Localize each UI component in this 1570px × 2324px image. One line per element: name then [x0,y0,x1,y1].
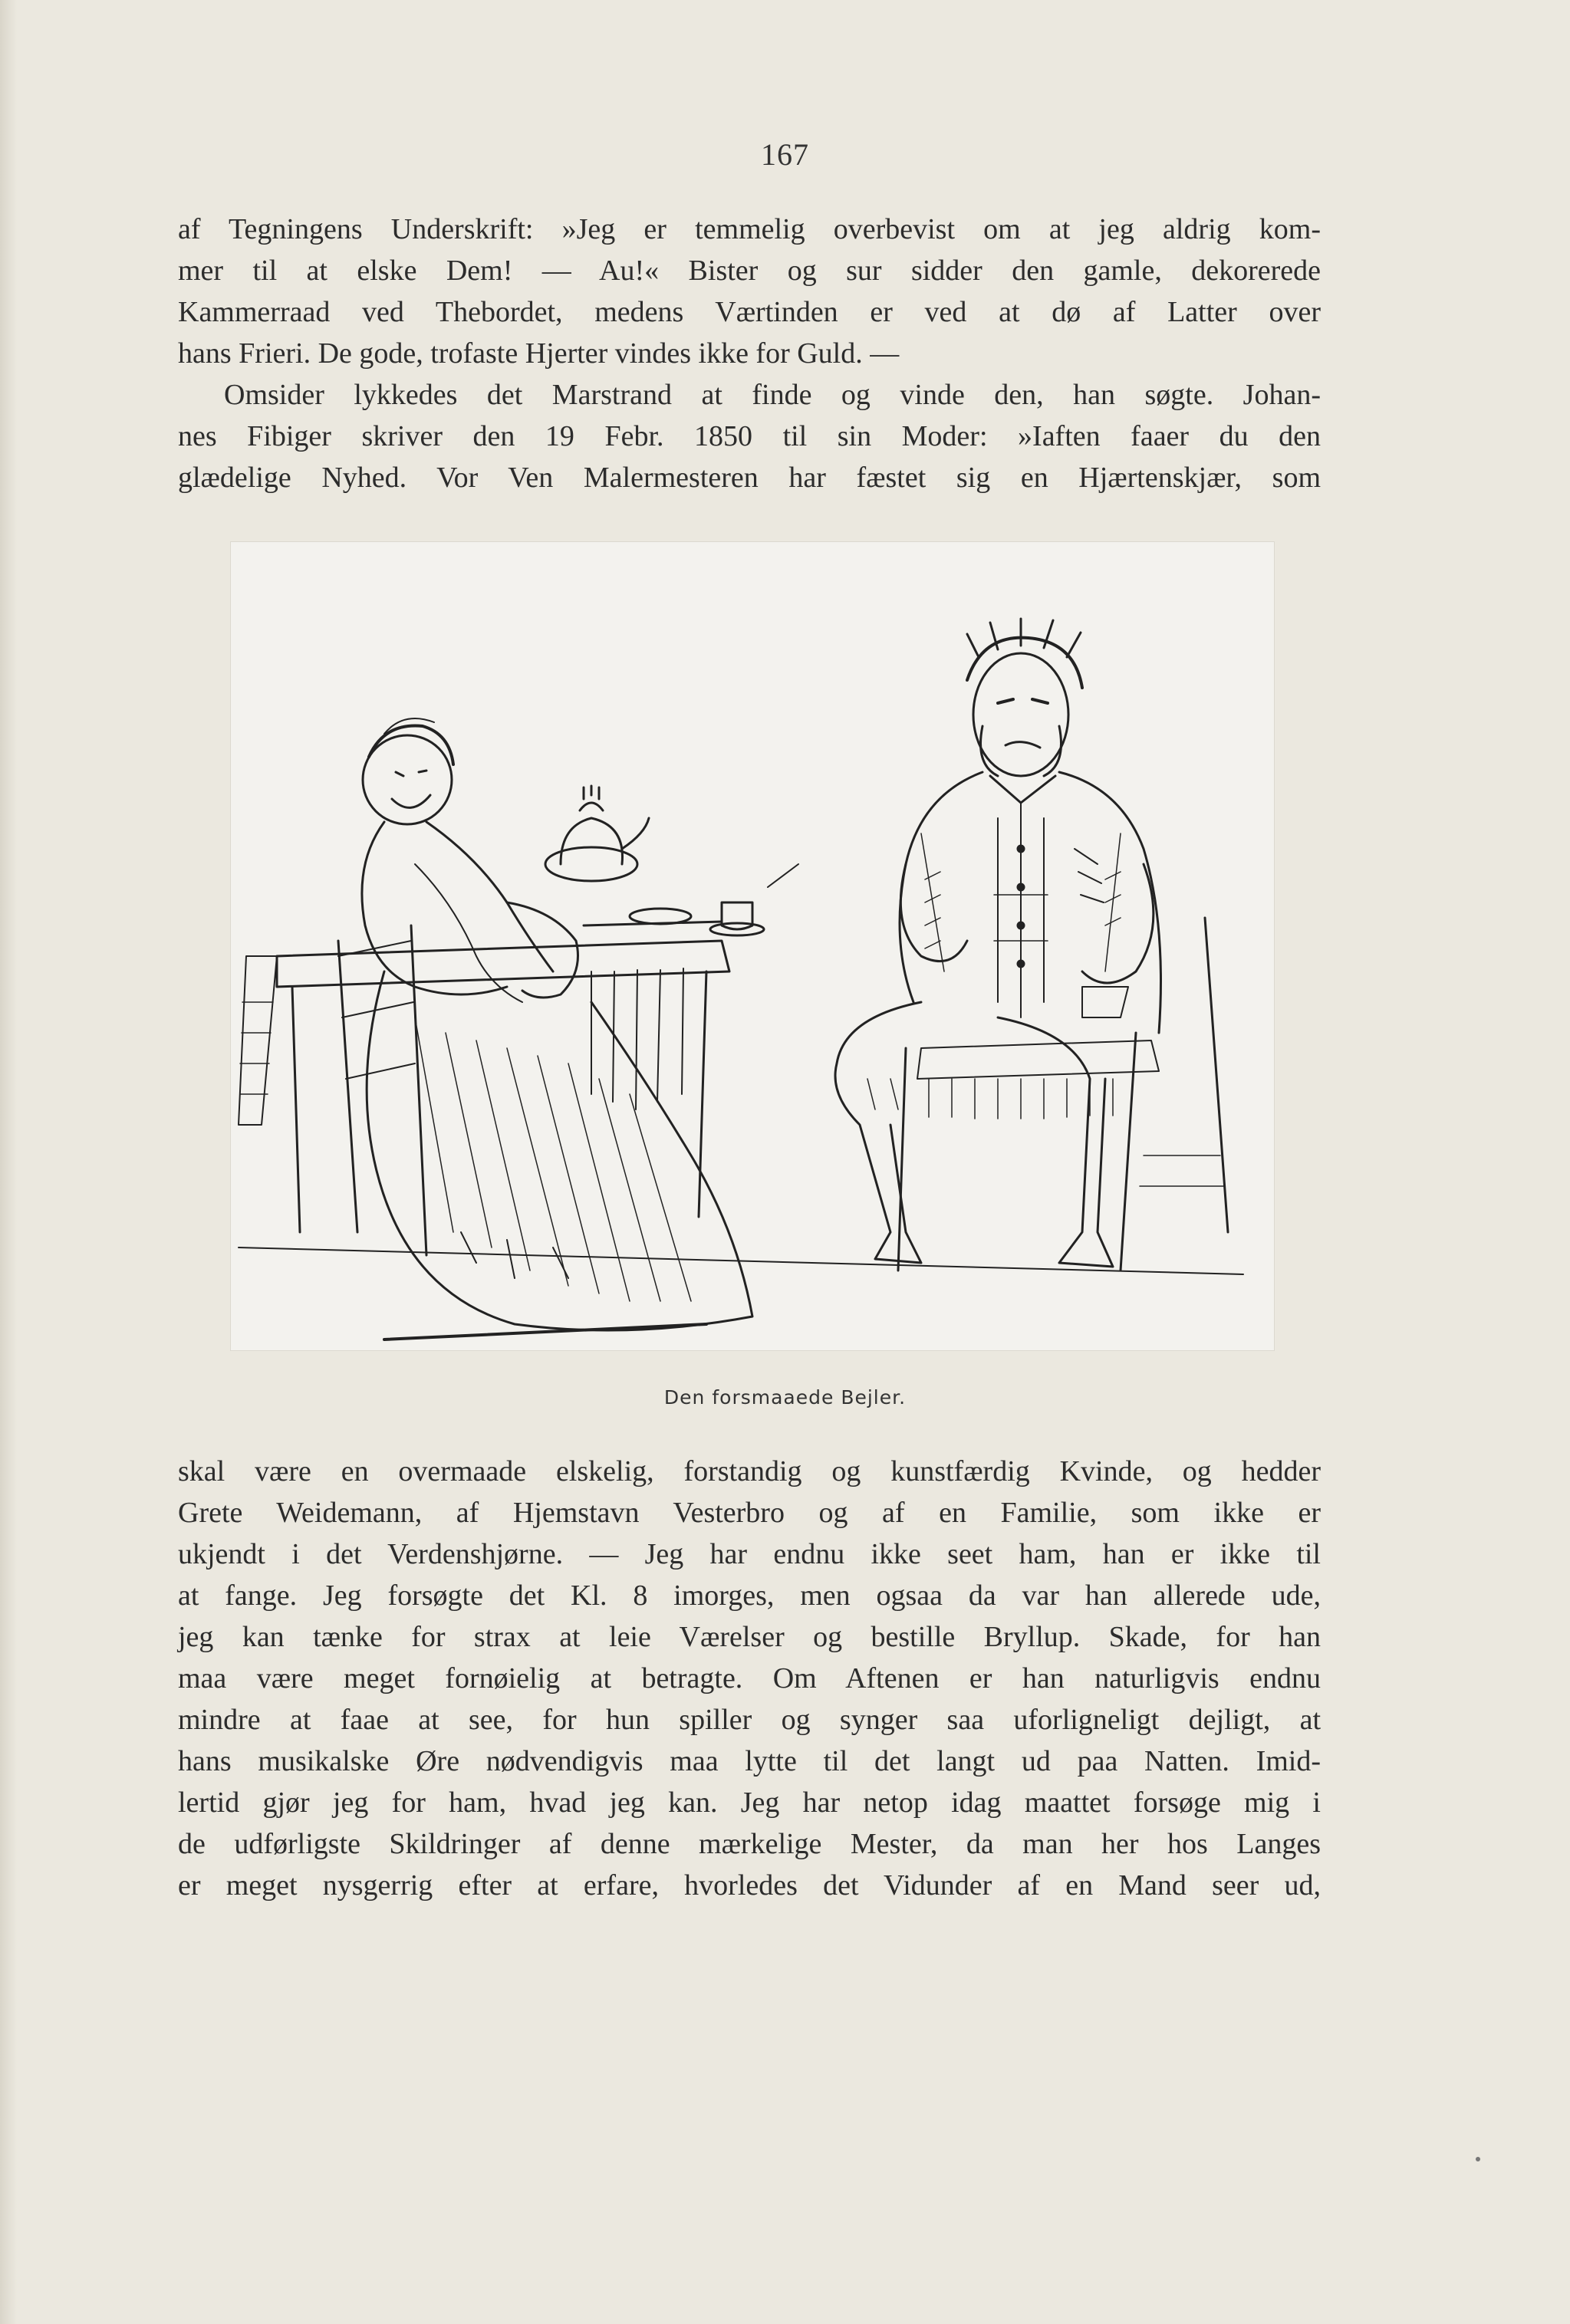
text-line: ukjendt i det Verdenshjørne. — Jeg har endnu ikke seet ham, han er ikke til [178,1538,1321,1570]
text-line: er meget nysgerrig efter at erfare, hvorledes det Vidunder af en Mand seer ud, [178,1869,1321,1902]
text-line: skal være en overmaade elskelig, forstandig og kunstfærdig Kvinde, og hedder [178,1455,1321,1487]
text-line: maa være meget fornøielig at betragte. Om Aftenen er han naturligvis endnu [178,1662,1321,1695]
paragraph-top [178,209,1321,498]
text-line: nes Fibiger skriver den 19 Febr. 1850 til sin Moder: »Iaften faaer du den [178,420,1321,452]
text-line: hans musikalske Øre nødvendigvis maa lytte til det langt ud paa Natten. Imid- [178,1745,1321,1777]
paper-speck [1476,2157,1480,2161]
illustration-den-forsmaaede-bejler [230,541,1275,1351]
sketch-drawing [231,542,1274,1350]
page-edge-shadow [0,0,17,2324]
text-line: hans Frieri. De gode, trofaste Hjerter vindes ikke for Guld. — [178,337,900,370]
text-line: Omsider lykkedes det Marstrand at finde og vinde den, han søgte. Johan- [224,379,1321,411]
text-line: mindre at faae at see, for hun spiller og synger saa uforligneligt dejligt, at [178,1704,1321,1736]
illustration-caption: Den forsmaaede Bejler. [663,1386,907,1409]
text-line: jeg kan tænke for strax at leie Værelser og bestille Bryllup. Skade, for han [178,1621,1321,1653]
paragraph-bottom [178,1451,1321,1906]
text-line: lertid gjør jeg for ham, hvad jeg kan. Jeg har netop idag maattet forsøge mig i [178,1787,1321,1819]
text-line: Grete Weidemann, af Hjemstavn Vesterbro og af en Familie, som ikke er [178,1497,1321,1529]
text-line: af Tegningens Underskrift: »Jeg er temmelig overbevist om at jeg aldrig kom- [178,213,1321,245]
text-line: at fange. Jeg forsøgte det Kl. 8 imorges, men ogsaa da var han allerede ude, [178,1579,1321,1612]
text-line: Kammerraad ved Thebordet, medens Værtinden er ved at dø af Latter over [178,296,1321,328]
text-line: glædelige Nyhed. Vor Ven Malermesteren har fæstet sig en Hjærtenskjær, som [178,462,1321,494]
text-line: de udførligste Skildringer af denne mærkelige Mester, da man her hos Langes [178,1828,1321,1860]
page-number: 167 [761,137,809,172]
text-line: mer til at elske Dem! — Au!« Bister og sur sidder den gamle, dekorerede [178,255,1321,287]
